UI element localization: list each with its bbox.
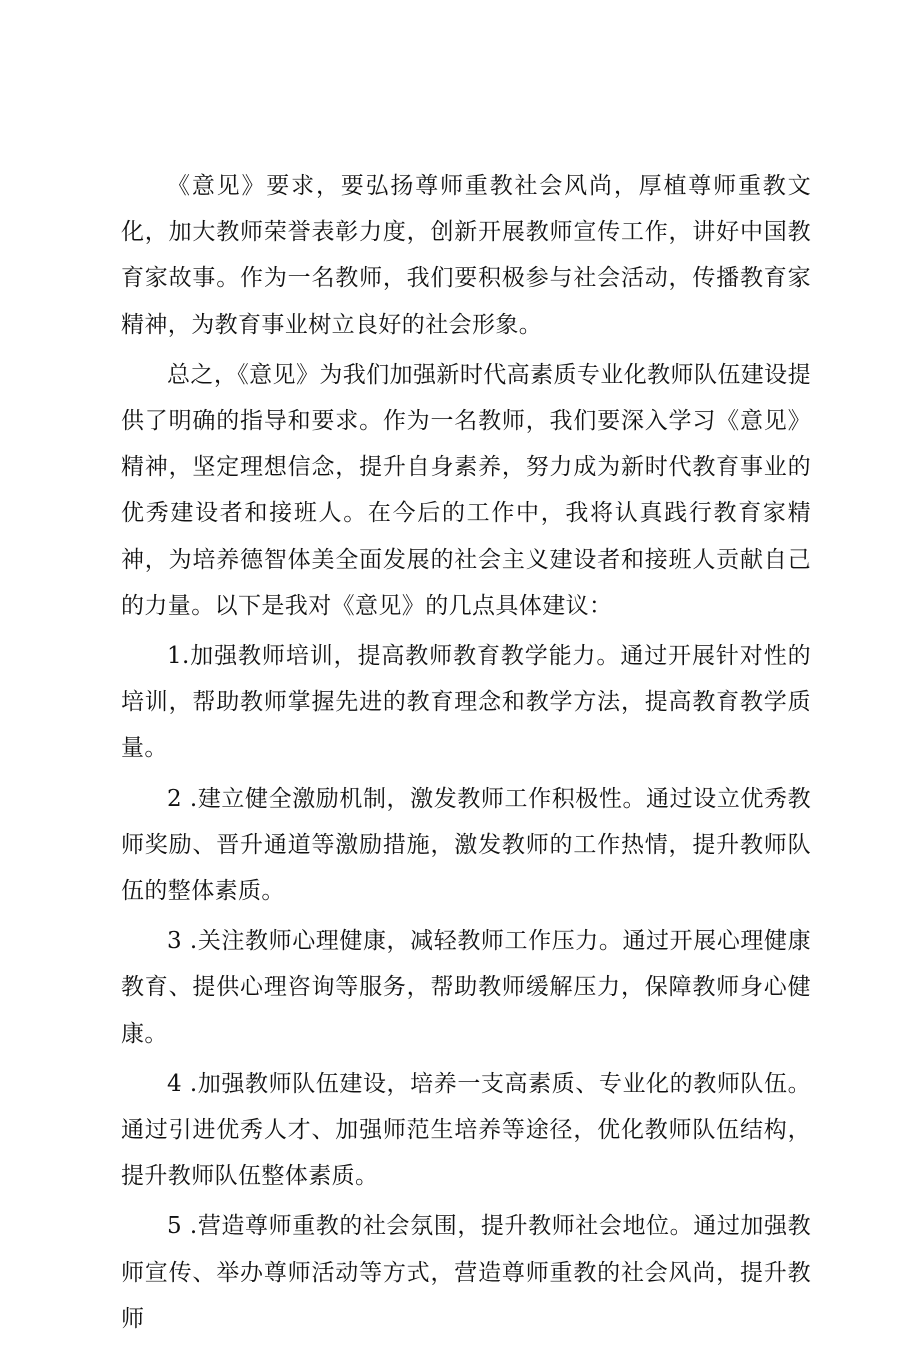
paragraph-opinion-requirements: 《意见》要求，要弘扬尊师重教社会风尚，厚植尊师重教文化，加大教师荣誉表彰力度，创新开展教师宣传工作，讲好中国教育家故事。作为一名教师，我们要积极参与社会活动，传播教育家精神，为教育事业树立良好的社会形象。	[121, 173, 811, 338]
suggestion-item-1: 1.加强教师培训，提高教师教育教学能力。通过开展针对性的培训，帮助教师掌握先进的教育理念和教学方法，提高教育教学质量。	[121, 643, 811, 762]
document-body	[121, 163, 811, 1346]
suggestion-item-4: 4 .加强教师队伍建设，培养一支高素质、专业化的教师队伍。通过引进优秀人才、加强师范生培养等途径，优化教师队伍结构，提升教师队伍整体素质。	[121, 1070, 811, 1190]
suggestion-item-3: 3 .关注教师心理健康，减轻教师工作压力。通过开展心理健康教育、提供心理咨询等服务，帮助教师缓解压力，保障教师身心健康。	[121, 928, 811, 1047]
suggestion-item-2: 2 .建立健全激励机制，激发教师工作积极性。通过设立优秀教师奖励、晋升通道等激励措施，激发教师的工作热情，提升教师队伍的整体素质。	[121, 785, 811, 905]
suggestion-item-5: 5 .营造尊师重教的社会氛围，提升教师社会地位。通过加强教师宣传、举办尊师活动等方式，营造尊师重教的社会风尚，提升教师	[121, 1213, 811, 1332]
paragraph-summary: 总之，《意见》为我们加强新时代高素质专业化教师队伍建设提供了明确的指导和要求。作为一名教师，我们要深入学习《意见》精神，坚定理想信念，提升自身素养，努力成为新时代教育事业的优秀建设者和接班人。在今后的工作中，我将认真践行教育家精神，为培养德智体美全面发展的社会主义建设者和接班人贡献自己的力量。以下是我对《意见》的几点具体建议：	[121, 361, 811, 619]
